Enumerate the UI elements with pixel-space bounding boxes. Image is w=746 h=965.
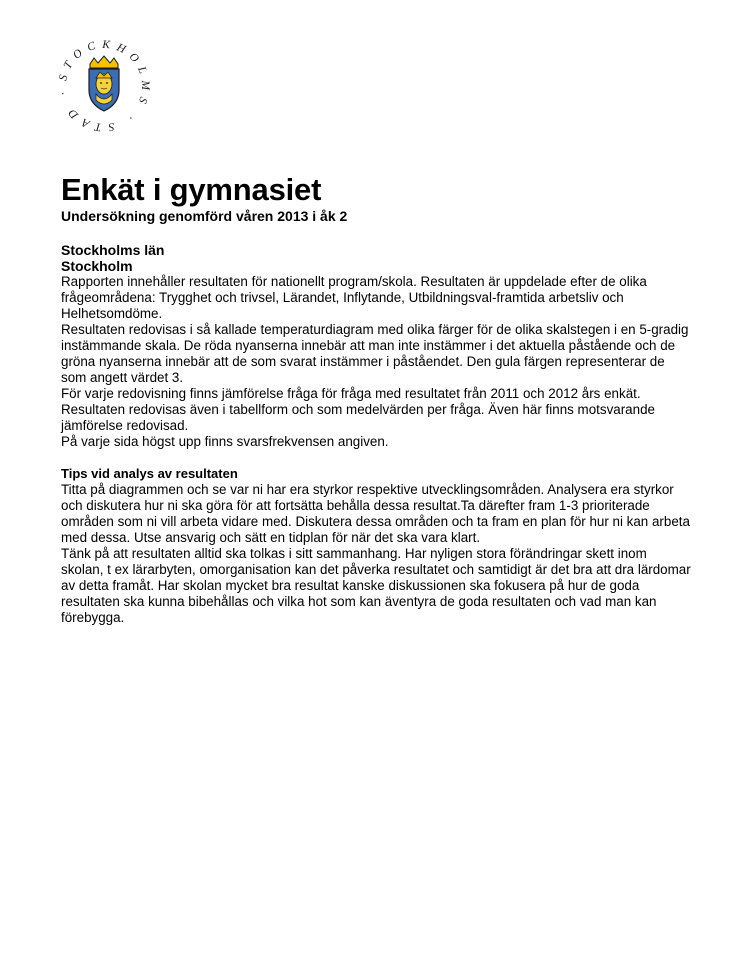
municipality-label: Stockholm [61, 258, 133, 274]
page-subtitle: Undersökning genomförd våren 2013 i åk 2 [61, 208, 348, 224]
diagram-paragraph: Resultaten redovisas i så kallade temperaturdiagram med olika färger för de olika skalstegen i en 5-gradig instämmande skala. De röda nyanserna innebär att man inte instämmer i det aktuella påstående och de gröna nyanserna innebär att de som svarat instämmer i påståendet. Den gula färgen representerar de som angett värdet 3. [61, 322, 689, 385]
stockholms-stad-logo [56, 38, 152, 134]
response-rate-paragraph: På varje sida högst upp finns svarsfrekvensen angiven. [61, 434, 389, 449]
tips-paragraph: Titta på diagrammen och se var ni har era styrkor respektive utvecklingsområden. Analysera era styrkor och diskutera hur ni ska göra för att fortsätta behålla dessa resultat.Ta därefter fram 1-3 prioriterade områden som ni vill arbeta vidare med. Diskutera dessa områden och ta fram en plan för hur ni kan arbeta med dessa. Utse ansvarig och sätt en tidplan för när det ska vara klart. [61, 482, 690, 545]
region-block [61, 242, 691, 274]
document-body [61, 174, 691, 626]
tips-paragraph: Tänk på att resultaten alltid ska tolkas i sitt sammanhang. Har nyligen stora förändringar skett inom skolan, t ex lärarbyten, omorganisation kan det påverka resultatet och samtidigt är det bra att dra lärdomar av detta framåt. Har skolan mycket bra resultat kanske diskussionen ska fokusera på hur de goda resultaten ska kunna bibehållas och vilka hot som kan äventyra de goda resultaten och vad man kan förebygga. [61, 546, 691, 625]
intro-paragraph: Rapporten innehåller resultaten för nationellt program/skola. Resultaten är uppdelade efter de olika frågeområdena: Trygghet och trivsel, Lärandet, Inflytande, Utbildningsval-framtida arbetsliv och Helhetsomdöme. [61, 274, 647, 321]
page-title: Enkät i gymnasiet [61, 172, 322, 207]
comparison-paragraph: För varje redovisning finns jämförelse fråga för fråga med resultatet från 2011 och 2012 års enkät. [61, 386, 641, 401]
county-label: Stockholms län [61, 242, 165, 258]
city-crest-icon [56, 38, 152, 134]
logo-ring-text: STOCKHOLMS · STAD · [57, 38, 152, 133]
table-paragraph: Resultaten redovisas även i tabellform och som medelvärden per fråga. Även här finns motsvarande jämförelse redovisad. [61, 402, 655, 433]
tips-heading: Tips vid analys av resultaten [61, 466, 238, 481]
